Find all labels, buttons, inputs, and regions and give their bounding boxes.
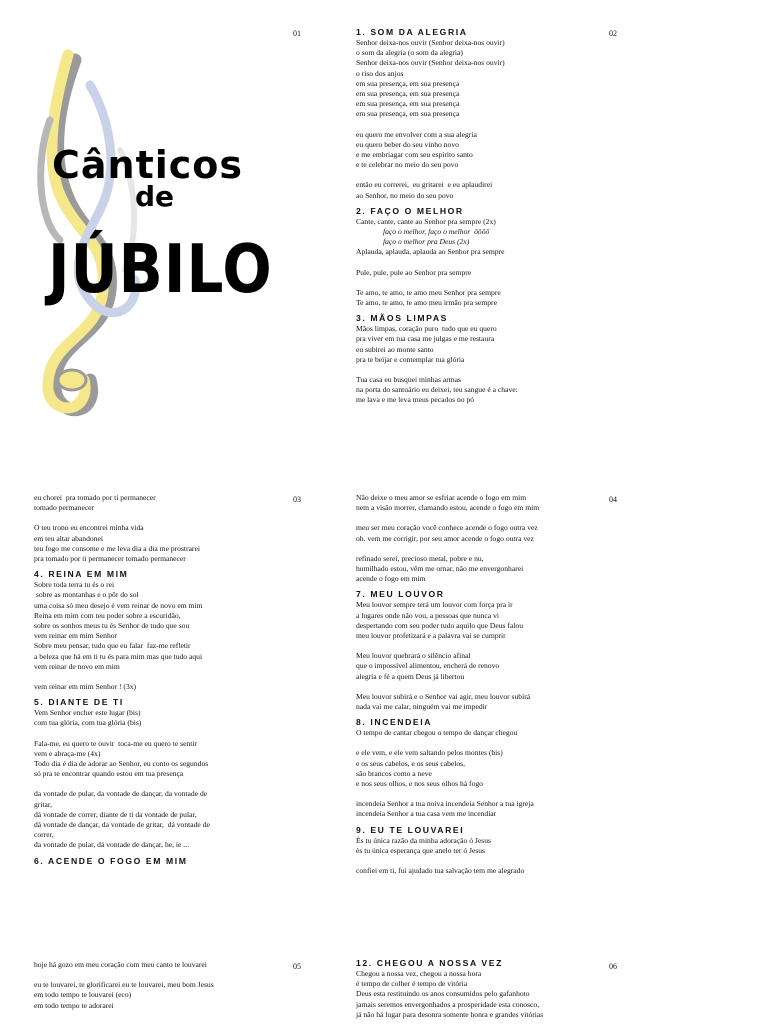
lyric-line: O tempo de cantar chegou o tempo de dançar chegou — [356, 728, 518, 738]
lyric-line: Sobre meu pensar, tudo que eu falar faz-me refletir — [34, 641, 191, 651]
page-number: 01 — [293, 29, 301, 38]
lyric-line: e ele vem, e ele vem saltando pelos montes (bis) — [356, 748, 503, 758]
lyric-line: nem a visão morrer, clamando estou, acende o fogo em mim — [356, 503, 540, 513]
lyric-line: em sua presença, em sua presença — [356, 109, 460, 119]
stanza-gap — [356, 170, 616, 180]
lyric-line: incendeia Senhor a tua casa vem me incendiar — [356, 809, 497, 819]
lyric-line: eu chorei pra tomado por ti permanecer — [34, 493, 156, 502]
lyric-line: Meu louvor quebrará o silêncio afinal — [356, 651, 471, 661]
lyric-line: eu quero beber do seu vinho novo — [356, 139, 459, 149]
page-02-lyrics — [356, 27, 616, 406]
stanza-gap — [356, 789, 616, 799]
lyric-line: Não deixe o meu amor se esfriar acende o fogo em mim — [356, 493, 527, 502]
page-number: 03 — [293, 495, 301, 504]
lyric-line: oh. vem me corrigir, por seu amor acende o fogo outra vez — [356, 533, 534, 543]
lyric-line: só pra te encontrar quando estou em tua presença — [34, 769, 184, 779]
lyric-line: Senhor deixa-nos ouvir (Senhor deixa-nos ouvir) — [356, 38, 505, 47]
lyric-line: em todo tempo te louvarei (eco) — [34, 990, 132, 1000]
lyric-line: meu ser meu coração você conhece acende o fogo outra vez — [356, 523, 538, 533]
stanza-gap — [356, 856, 616, 866]
lyric-line: incendeia Senhor a tua noiva incendeia Senhor a tua igreja — [356, 799, 534, 809]
lyric-line: com tua glória, com tua glória (bis) — [34, 718, 142, 728]
lyric-line: Te amo, te amo, te amo meu Senhor pra sempre — [356, 287, 501, 297]
cover-title-line2: de — [135, 180, 175, 213]
lyric-line: correr, — [34, 830, 54, 840]
lyric-line: meu louvor profetizará e a palavra vai se cumprir — [356, 631, 506, 641]
lyric-line: e os seus cabelos, e os seus cabelos, — [356, 758, 466, 768]
lyric-line: pra te beijar e contemplar tua glória — [356, 354, 465, 364]
page-04-lyrics — [356, 493, 616, 876]
song-title: 6. ACENDE O FOGO EM MIM — [34, 855, 188, 866]
lyric-line: vem reinar em mim Senhor ! (3x) — [34, 682, 137, 692]
lyric-line: o riso dos anjos — [356, 68, 404, 78]
lyric-line: a lugares onde não vou, a pessoas que nunca vi — [356, 610, 499, 620]
lyric-line: Meu louvor sempre terá um louvor com força pra ir — [356, 600, 513, 610]
stanza-gap — [356, 544, 616, 554]
lyric-line: Chegou a nossa vez, chegou a nossa hora — [356, 969, 482, 978]
lyric-line: são brancos como a neve — [356, 768, 432, 778]
song-title: 4. REINA EM MIM — [34, 569, 129, 580]
lyric-line: O teu trono eu encontrei minha vida — [34, 523, 144, 533]
stanza-gap — [356, 513, 616, 523]
lyric-line: eu subirei ao monte santo — [356, 344, 434, 354]
lyric-line: És tu única razão da minha adoração ó Jesus — [356, 835, 491, 845]
lyric-line: jamais seremos envergonhados a prosperidade esta conosco, — [356, 999, 540, 1009]
song-title: 9. EU TE LOUVAREI — [356, 824, 465, 835]
stanza-gap — [356, 258, 616, 268]
lyric-line: Senhor deixa-nos ouvir (Senhor deixa-nos ouvir) — [356, 58, 505, 68]
lyric-line: hoje há gozo em meu coração com meu canto te louvarei — [34, 960, 207, 969]
lyric-line: Mãos limpas, coração puro tudo que eu quero — [356, 324, 497, 334]
stanza-gap — [356, 365, 616, 375]
lyric-line: vem reinar de novo em mim — [34, 661, 120, 671]
lyric-line: pra tomado por ti permanecer tomado permanecer — [34, 554, 186, 564]
song-title: 5. DIANTE DE TI — [34, 697, 124, 708]
lyric-line: em sua presença, em sua presença — [356, 78, 460, 88]
lyric-line-italic: faço o melhor, faço o melhor ôôôô — [383, 227, 490, 237]
page-number: 04 — [609, 495, 617, 504]
lyric-line: Cante, cante, cante ao Senhor pra sempre (2x) — [356, 216, 496, 226]
stanza-gap — [34, 513, 294, 523]
stanza-gap — [34, 672, 294, 682]
lyric-line: Vem Senhor encher este lugar (bis) — [34, 708, 141, 718]
stanza-gap — [356, 120, 616, 130]
cover-title-line1: Cânticos — [52, 143, 244, 187]
lyric-line: sobre as montanhas e o pôr do sol — [34, 590, 139, 600]
lyric-line-italic: faço o melhor pra Deus (2x) — [383, 237, 470, 247]
lyric-line: é tempo de colher é tempo de vitória — [356, 979, 468, 989]
lyric-line: e te celebrar no meio do seu povo — [356, 160, 459, 170]
lyric-line: que o impossível alimentou, encherá de renovo — [356, 661, 500, 671]
stanza-gap — [356, 641, 616, 651]
stanza-gap — [356, 682, 616, 692]
lyric-line: Sobre toda terra tu és o rei — [34, 580, 115, 590]
lyric-line: vem e abraça-me (4x) — [34, 748, 101, 758]
lyric-line: eu te louvarei, te glorificarei eu te louvarei, meu bom Jesus — [34, 980, 214, 990]
stanza-gap — [34, 970, 294, 980]
lyric-line: a beleza que há em ti tu és para mim mas que tudo aqui — [34, 651, 203, 661]
lyric-line: uma coisa só meu desejo é vem reinar de novo em mim — [34, 600, 203, 610]
lyric-line: refinado serei, precioso metal, pobre e nu, — [356, 553, 484, 563]
lyric-line: tomado permanecer — [34, 503, 95, 513]
lyric-line: dá vontade de correr, diante de ti da vontade de pular, — [34, 809, 197, 819]
lyric-line: Tua casa eu busquei minhas armas — [356, 375, 461, 385]
song-title: 7. MEU LOUVOR — [356, 589, 445, 600]
lyric-line: já não há lugar para desonra somente honra e grandes vitórias — [356, 1009, 544, 1019]
lyric-line: em sua presença, em sua presença — [356, 89, 460, 99]
lyric-line: dá vontade de dançar, da vontade de gritar, dá vontade de — [34, 820, 210, 830]
lyric-line: eu quero me envolver com a sua alegria — [356, 129, 477, 139]
lyric-line: e nos seus olhos, e nos seus olhos há fogo — [356, 779, 483, 789]
stanza-gap — [34, 729, 294, 739]
page-number: 06 — [609, 962, 617, 971]
lyric-line: Meu louvor subirá e o Senhor vai agir, meu louvor subirá — [356, 691, 531, 701]
lyric-line: em sua presença, em sua presença — [356, 99, 460, 109]
lyric-line: na porta do santuário eu deixei, teu sangue é a chave: — [356, 385, 518, 395]
lyric-line: alegria e fé a quem Deus já libertou — [356, 671, 465, 681]
lyric-line: humilhado estou, vêm me ornar, não me envergonharei — [356, 564, 524, 574]
lyric-line: Te amo, te amo, te amo meu irmão pra sempre — [356, 298, 497, 308]
lyric-line: despertando com seu poder tudo aquilo que Deus falou — [356, 620, 524, 630]
stanza-gap — [356, 738, 616, 748]
page-06-lyrics — [356, 958, 616, 1020]
song-title: 8. INCENDEIA — [356, 717, 433, 728]
cover-title-line3: JÚBILO — [48, 230, 273, 309]
lyric-line: o som da alegria (o som da alegria) — [356, 48, 463, 58]
lyric-line: Aplauda, aplauda, aplauda ao Senhor pra sempre — [356, 247, 505, 257]
lyric-line: Reina em mim com teu poder sobre a escuridão, — [34, 610, 181, 620]
lyric-line: ès tu única esperança que anelo ter ó Jesus — [356, 845, 486, 855]
lyric-line: da vontade de pular, dá vontade de dançar, he, ie ... — [34, 840, 189, 850]
lyric-line: nada vai me calar, ninguém vai me impedir — [356, 702, 488, 712]
song-title: 3. MÃOS LIMPAS — [356, 313, 448, 324]
page-number: 05 — [293, 962, 301, 971]
stanza-gap — [356, 278, 616, 288]
lyric-line: ao Senhor, no meio do seu povo — [356, 190, 454, 200]
lyric-line: em todo tempo te adorarei — [34, 1000, 114, 1010]
lyric-line: gritar, — [34, 799, 53, 809]
page-05-lyrics — [34, 960, 294, 1011]
lyric-line: teu fogo me consome e me leva dia a dia me prostrarei — [34, 543, 200, 553]
lyric-line: Pule, pule, pule ao Senhor pra sempre — [356, 267, 472, 277]
lyric-line: Fala-me, eu quero te ouvir toca-me eu quero te sentir — [34, 738, 197, 748]
song-title: 12. CHEGOU A NOSSA VEZ — [356, 958, 503, 968]
lyric-line: confiei em ti, fui ajudado tua salvação tem me alegrado — [356, 866, 525, 876]
lyric-line: me lava e me leva meus pecados no pó — [356, 395, 475, 405]
lyric-line: acende o fogo em mim — [356, 574, 426, 584]
song-title: 1. SOM DA ALEGRIA — [356, 27, 468, 37]
page-number: 02 — [609, 29, 617, 38]
lyric-line: e me embriagar com seu espírito santo — [356, 150, 473, 160]
lyric-line: então eu correrei, eu gritarei e eu aplaudirei — [356, 180, 493, 190]
lyric-line: sobre os sonhos meus tu és Senhor de tudo que sou — [34, 621, 190, 631]
lyric-line: pra viver em tua casa me julgas e me restaura — [356, 334, 495, 344]
lyric-line: Todo dia é dia de adorar ao Senhor, eu conto os segundos — [34, 759, 209, 769]
stanza-gap — [34, 779, 294, 789]
lyric-line: Deus esta restituindo os anos consumidos pelo gafanhoto — [356, 989, 530, 999]
song-title: 2. FAÇO O MELHOR — [356, 205, 464, 216]
lyric-line: em teu altar abandonei — [34, 533, 103, 543]
lyric-line: da vontade de pular, da vontade de dançar, da vontade de — [34, 789, 208, 799]
page-03-lyrics — [34, 493, 294, 867]
lyric-line: vem reinar em mim Senhor — [34, 631, 118, 641]
